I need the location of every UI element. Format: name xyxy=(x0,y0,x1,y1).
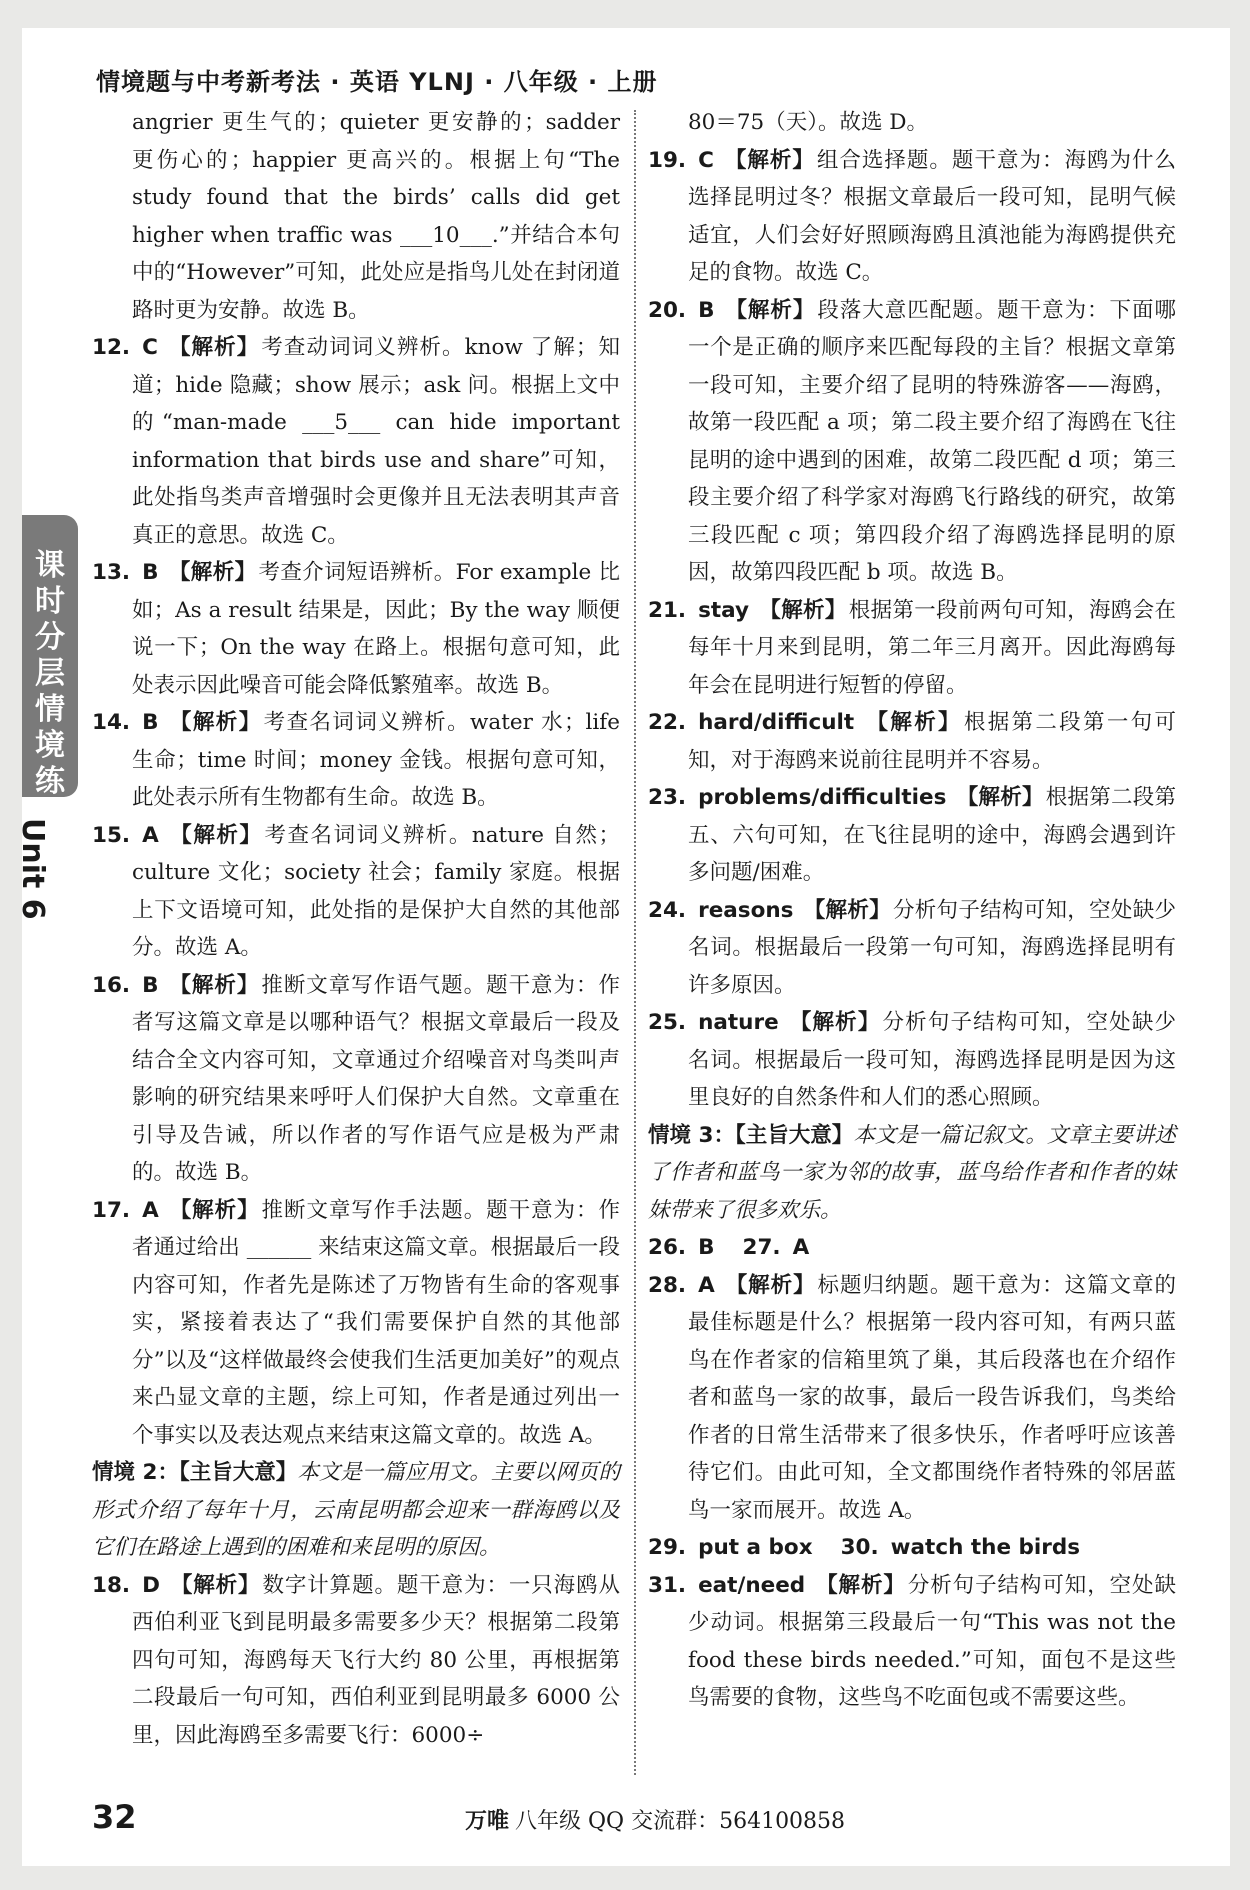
column-divider xyxy=(634,110,636,1775)
answer-item xyxy=(92,1192,620,1455)
answer-pair xyxy=(648,1529,1176,1567)
answer-continuation xyxy=(92,104,620,329)
analysis-tag: 【解析】 xyxy=(724,1272,816,1298)
question-number: 26. xyxy=(648,1235,687,1260)
footer-group: 八年级 QQ 交流群：564100858 xyxy=(515,1809,846,1834)
answer-key: C xyxy=(142,335,158,360)
explanation-text: 分析句子结构可知，空处缺少名词。根据最后一段可知，海鸥选择昆明是因为这里良好的自然条件和人们的悉心照顾。 xyxy=(688,1010,1176,1110)
explanation-text: 组合选择题。题干意为：海鸥为什么选择昆明过冬？根据文章最后一段可知，昆明气候适宜，人们会好好照顾海鸥且滇池能为海鸥提供充足的食物。故选 C。 xyxy=(688,147,1176,285)
scenario-label: 情境 3：【主旨大意】 xyxy=(648,1122,854,1148)
answer-key: stay xyxy=(698,597,750,623)
analysis-tag: 【解析】 xyxy=(803,897,891,923)
explanation-text: 推断文章写作手法题。题干意为：作者通过给出 ______ 来结束这篇文章。根据最后一段内容可知，作者先是陈述了万物皆有生命的客观事实，紧接着表达了“我们需要保护自然的其他部分”以及“这样做最终会使我们生活更加美好”的观点来凸显文章的主题，综上可知，作者是通过列出一个事实以及表达观点来结束这篇文章的。故选 A。 xyxy=(132,1197,620,1448)
question-number: 22. xyxy=(648,710,687,735)
analysis-tag: 【解析】 xyxy=(956,785,1044,810)
answer-item xyxy=(648,1567,1176,1717)
answer-pair xyxy=(648,1229,1176,1267)
explanation-text: 推断文章写作语气题。题干意为：作者写这篇文章是以哪种语气？根据文章最后一段及结合全文内容可知，文章通过介绍噪音对鸟类叫声影响的研究结果来呼吁人们保护大自然。文章重在引导及告诫，所以作者的写作语气应是极为严肃的。故选 B。 xyxy=(132,972,620,1185)
question-number: 24. xyxy=(648,897,687,923)
analysis-tag: 【解析】 xyxy=(168,822,263,848)
question-number: 14. xyxy=(92,710,131,735)
question-number: 31. xyxy=(648,1572,687,1598)
page-number: 32 xyxy=(92,1798,137,1836)
explanation-text: 考查介词短语辨析。For example 比如；As a result 结果是，因此；By the way 顺便说一下；On the way 在路上。根据句意可知，此处表示因此噪音可能会降低繁殖率。故选 B。 xyxy=(132,560,620,698)
question-number: 23. xyxy=(648,785,687,810)
question-number: 28. xyxy=(648,1272,687,1298)
analysis-tag: 【解析】 xyxy=(723,147,815,173)
explanation-text: 根据第二段第一句可知，对于海鸥来说前往昆明并不容易。 xyxy=(688,710,1176,773)
question-number: 30. xyxy=(840,1535,879,1560)
answer-continuation xyxy=(648,104,1176,142)
explanation-text: angrier 更生气的；quieter 更安静的；sadder 更伤心的；happier 更高兴的。根据上句“The study found that the birds’ calls did get higher when traffic was ___10___.”并结合本句中的“However”可知，此处应是指鸟儿处在封闭道路时更为安静。故选 B。 xyxy=(132,110,620,323)
answer-key: eat/need xyxy=(698,1572,806,1598)
side-tab-label: 课时分层情境练 xyxy=(35,548,65,799)
answer-item xyxy=(648,142,1176,292)
scenario-text: 本文是一篇记叙文。文章主要讲述了作者和蓝鸟一家为邻的故事，蓝鸟给作者和作者的妹妹带来了很多欢乐。 xyxy=(648,1122,1176,1223)
answer-key: nature xyxy=(698,1010,779,1035)
answer-item xyxy=(648,779,1176,892)
answer-key: A xyxy=(792,1235,810,1260)
answer-key: reasons xyxy=(698,897,794,923)
question-number: 27. xyxy=(742,1235,781,1260)
explanation-text: 考查名词词义辨析。water 水；life 生命；time 时间；money 金钱。根据句意可知，此处表示所有生物都有生命。故选 B。 xyxy=(132,710,620,810)
left-column xyxy=(92,104,620,1754)
answer-key: A xyxy=(142,1197,159,1223)
question-number: 19. xyxy=(648,147,687,173)
answer-item xyxy=(648,1267,1176,1530)
answer-key: put a box xyxy=(698,1535,813,1560)
footer-info xyxy=(465,1804,845,1835)
explanation-text: 80＝75（天）。故选 D。 xyxy=(688,110,929,135)
answer-key: A xyxy=(698,1272,715,1298)
answer-item xyxy=(92,967,620,1192)
question-number: 18. xyxy=(92,1572,131,1598)
question-number: 15. xyxy=(92,822,131,848)
right-column xyxy=(648,104,1176,1717)
explanation-text: 分析句子结构可知，空处缺少名词。根据最后一段第一句可知，海鸥选择昆明有许多原因。 xyxy=(688,897,1176,998)
scenario-summary xyxy=(92,1454,620,1567)
explanation-text: 根据第二段第五、六句可知，在飞往昆明的途中，海鸥会遇到许多问题/困难。 xyxy=(688,785,1176,885)
scenario-text: 本文是一篇应用文。主要以网页的形式介绍了每年十月，云南昆明都会迎来一群海鸥以及它们在路途上遇到的困难和来昆明的原因。 xyxy=(92,1460,620,1560)
unit-label: Unit 6 xyxy=(15,818,50,920)
scenario-summary xyxy=(648,1117,1176,1230)
analysis-tag: 【解析】 xyxy=(167,335,260,360)
answer-key: hard/difficult xyxy=(698,710,855,735)
explanation-text: 标题归纳题。题干意为：这篇文章的最佳标题是什么？根据第一段内容可知，有两只蓝鸟在作者家的信箱里筑了巢，其后段落也在介绍作者和蓝鸟一家的故事，最后一段告诉我们，鸟类给作者的日常生活带来了很多快乐，作者呼吁应该善待它们。由此可知，全文都围绕作者特殊的邻居蓝鸟一家而展开。故选 A。 xyxy=(688,1272,1176,1523)
question-number: 29. xyxy=(648,1535,687,1560)
answer-item xyxy=(648,592,1176,705)
answer-key: C xyxy=(698,147,714,173)
question-number: 21. xyxy=(648,597,687,623)
answer-item xyxy=(648,1004,1176,1117)
answer-key: B xyxy=(142,560,159,585)
answer-key: B xyxy=(142,972,159,998)
question-number: 13. xyxy=(92,560,131,585)
answer-item xyxy=(648,892,1176,1005)
explanation-text: 根据第一段前两句可知，海鸥会在每年十月来到昆明，第二年三月离开。因此海鸥每年会在昆明进行短暂的停留。 xyxy=(688,597,1176,698)
explanation-text: 考查动词词义辨析。know 了解；知道；hide 隐藏；show 展示；ask 问。根据上文中的“man-made ___5___ can hide important information that birds use and share”可知，此处指鸟类声音增强时会更像并且无法表明其声音真正的意思。故选 C。 xyxy=(132,335,620,548)
answer-key: D xyxy=(142,1572,160,1598)
analysis-tag: 【解析】 xyxy=(169,1572,261,1598)
answer-key: problems/difficulties xyxy=(698,785,947,810)
analysis-tag: 【解析】 xyxy=(168,1197,260,1223)
analysis-tag: 【解析】 xyxy=(788,1010,881,1035)
analysis-tag: 【解析】 xyxy=(168,560,257,585)
answer-item xyxy=(92,704,620,817)
analysis-tag: 【解析】 xyxy=(168,710,262,735)
answer-key: A xyxy=(142,822,159,848)
explanation-text: 考查名词词义辨析。nature 自然；culture 文化；society 社会；family 家庭。根据上下文语境可知，此处指的是保护大自然的其他部分。故选 A。 xyxy=(132,822,620,960)
question-number: 16. xyxy=(92,972,131,998)
analysis-tag: 【解析】 xyxy=(724,297,816,323)
question-number: 20. xyxy=(648,297,687,323)
footer-brand: 万唯 xyxy=(465,1809,510,1834)
analysis-tag: 【解析】 xyxy=(815,1572,906,1598)
answer-item xyxy=(92,554,620,704)
analysis-tag: 【解析】 xyxy=(759,597,847,623)
running-header: 情境题与中考新考法 · 英语 YLNJ · 八年级 · 上册 xyxy=(96,68,658,96)
explanation-text: 数字计算题。题干意为：一只海鸥从西伯利亚飞到昆明最多需要多少天？根据第二段第四句可知，海鸥每天飞行大约 80 公里，再根据第二段最后一句可知，西伯利亚到昆明最多 6000 公里，因此海鸥至多需要飞行：6000÷ xyxy=(132,1572,620,1748)
question-number: 12. xyxy=(92,335,131,360)
scenario-label: 情境 2：【主旨大意】 xyxy=(92,1460,298,1485)
analysis-tag: 【解析】 xyxy=(168,972,260,998)
answer-item xyxy=(92,329,620,554)
question-number: 25. xyxy=(648,1010,687,1035)
explanation-text: 分析句子结构可知，空处缺少动词。根据第三段最后一句“This was not the food these birds needed.”可知，面包不是这些鸟需要的食物，这些鸟不吃面包或不需要这些。 xyxy=(688,1572,1176,1710)
question-number: 17. xyxy=(92,1197,131,1223)
answer-item xyxy=(92,1567,620,1755)
answer-key: B xyxy=(698,297,715,323)
explanation-text: 段落大意匹配题。题干意为：下面哪一个是正确的顺序来匹配每段的主旨？根据文章第一段可知，主要介绍了昆明的特殊游客——海鸥，故第一段匹配 a 项；第二段主要介绍了海鸥在飞往昆明的途中遇到的困难，故第二段匹配 d 项；第三段主要介绍了科学家对海鸥飞行路线的研究，故第三段匹配 c 项；第四段介绍了海鸥选择昆明的原因，故第四段匹配 b 项。故选 B。 xyxy=(688,297,1176,585)
answer-item xyxy=(92,817,620,967)
answer-item xyxy=(648,292,1176,592)
answer-key: B xyxy=(142,710,159,735)
answer-key: watch the birds xyxy=(890,1535,1081,1560)
analysis-tag: 【解析】 xyxy=(864,710,962,735)
answer-item xyxy=(648,704,1176,779)
answer-key: B xyxy=(698,1235,715,1260)
